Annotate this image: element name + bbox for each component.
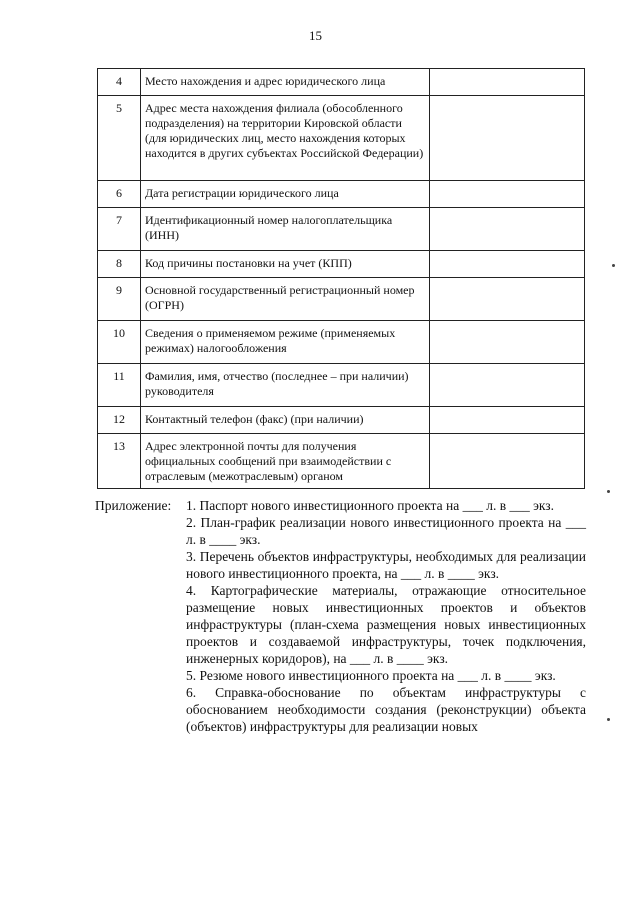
row-description: Сведения о применяемом режиме (применяемых режимах) налогообложения bbox=[141, 321, 430, 364]
row-number: 11 bbox=[98, 364, 141, 407]
appendix-item: 5. Резюме нового инвестиционного проекта на ___ л. в ____ экз. bbox=[186, 668, 556, 683]
row-number: 5 bbox=[98, 96, 141, 181]
page-number: 15 bbox=[309, 28, 322, 43]
row-value-cell bbox=[430, 251, 585, 278]
row-description: Идентификационный номер налогоплательщика (ИНН) bbox=[141, 208, 430, 251]
table-row bbox=[98, 251, 585, 278]
appendix-label: Приложение: bbox=[95, 498, 172, 513]
scan-speck bbox=[612, 264, 615, 267]
table-row bbox=[98, 208, 585, 251]
row-value-cell bbox=[430, 208, 585, 251]
row-value-cell bbox=[430, 278, 585, 321]
row-value-cell bbox=[430, 181, 585, 208]
appendix-item: 3. Перечень объектов инфраструктуры, необходимых для реализации нового инвестиционного проекта, на ___ л. в ____ экз. bbox=[186, 549, 586, 581]
row-number: 7 bbox=[98, 208, 141, 251]
row-description: Контактный телефон (факс) (при наличии) bbox=[141, 407, 430, 434]
table-row bbox=[98, 434, 585, 489]
table-row bbox=[98, 69, 585, 96]
row-description: Адрес электронной почты для получения официальных сообщений при взаимодействии с отраслевым (межотраслевым) органом bbox=[141, 434, 430, 489]
appendix-list bbox=[186, 497, 586, 735]
row-description: Адрес места нахождения филиала (обособленного подразделения) на территории Кировской области (для юридических лиц, место нахождения которых находится в других субъектах Российской Федерации) bbox=[141, 96, 430, 181]
row-number: 13 bbox=[98, 434, 141, 489]
scan-speck bbox=[607, 490, 610, 493]
appendix-item: 6. Справка-обоснование по объектам инфраструктуры с обоснованием необходимости создания (реконструкции) объекта (объектов) инфраструктуры для реализации новых bbox=[186, 685, 586, 734]
row-number: 10 bbox=[98, 321, 141, 364]
row-value-cell bbox=[430, 321, 585, 364]
info-table bbox=[97, 68, 585, 489]
scan-speck bbox=[607, 718, 610, 721]
table-row bbox=[98, 96, 585, 181]
row-number: 8 bbox=[98, 251, 141, 278]
row-description: Код причины постановки на учет (КПП) bbox=[141, 251, 430, 278]
table-row bbox=[98, 181, 585, 208]
row-description: Фамилия, имя, отчество (последнее – при наличии) руководителя bbox=[141, 364, 430, 407]
table-row bbox=[98, 407, 585, 434]
row-value-cell bbox=[430, 434, 585, 489]
appendix-item: 2. План-график реализации нового инвестиционного проекта на ___ л. в ____ экз. bbox=[186, 515, 586, 547]
row-number: 9 bbox=[98, 278, 141, 321]
row-number: 4 bbox=[98, 69, 141, 96]
table-row bbox=[98, 364, 585, 407]
table-row bbox=[98, 278, 585, 321]
row-description: Место нахождения и адрес юридического лица bbox=[141, 69, 430, 96]
row-value-cell bbox=[430, 96, 585, 181]
table-row bbox=[98, 321, 585, 364]
row-value-cell bbox=[430, 407, 585, 434]
row-value-cell bbox=[430, 364, 585, 407]
row-description: Основной государственный регистрационный номер (ОГРН) bbox=[141, 278, 430, 321]
row-value-cell bbox=[430, 69, 585, 96]
appendix-item: 4. Картографические материалы, отражающие относительное размещение новых инвестиционных проектов и объектов инфраструктуры (план-схема размещения новых инвестиционных проектов и создаваемой инфраструктуры, точек подключения, инженерных коридоров), на ___ л. в ____ экз. bbox=[186, 583, 586, 666]
row-number: 6 bbox=[98, 181, 141, 208]
row-number: 12 bbox=[98, 407, 141, 434]
row-description: Дата регистрации юридического лица bbox=[141, 181, 430, 208]
appendix-item: 1. Паспорт нового инвестиционного проекта на ___ л. в ___ экз. bbox=[186, 498, 554, 513]
